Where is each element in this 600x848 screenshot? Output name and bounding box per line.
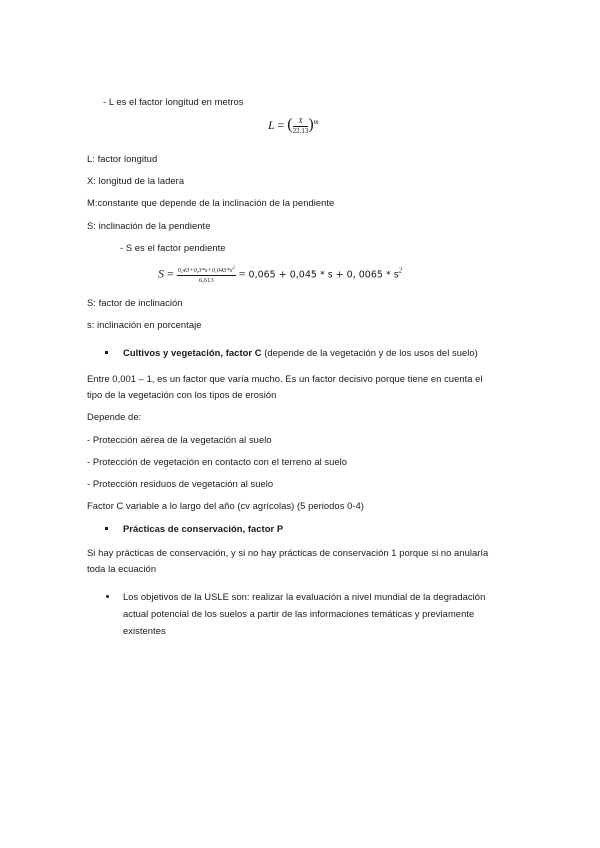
s-factor-definition: - S es el factor pendiente [120,242,226,253]
eq-l-fraction [293,117,309,136]
usle-line-1: Los objetivos de la USLE son: realizar la evaluación a nivel mundial de la degradación [123,591,486,602]
x-label: X: longitud de la ladera [87,175,185,186]
protection-item-1: - Protección aérea de la vegetación al suelo [87,434,272,445]
c-factor-heading [123,347,478,359]
square-bullet-icon [105,351,108,354]
p-factor-heading [123,523,283,535]
p-paragraph-line-1: Si hay prácticas de conservación, y si no hay prácticas de conservación 1 porque si no anularía [87,547,489,558]
l-label: L: factor longitud [87,153,158,164]
equation-S: S = $\frac{0,43+0,3*s+0,043*s^2}{6,613}$ = 0,065 + 0,045 * s + 0, $0065 * s^2$ [158,266,403,285]
protection-item-2: - Protección de vegetación en contacto con el terreno al suelo [87,456,348,467]
eq-s-num: 0,43+0,3*s+0,043*s [177,267,233,275]
eq-l-exponent: m [313,118,319,126]
eq-l-lhs: L [268,118,275,132]
eq-s-den: 6,613 [198,277,214,285]
eq-s-lhs: S [158,266,164,281]
factor-c-variable: Factor C variable a lo largo del año (cv agrícolas) (5 periodos 0-4) [87,500,364,511]
depende-heading: Depende de: [87,411,142,422]
c-paragraph-line-1: Entre 0,001 – 1, es un factor que varía mucho. Es un factor decisivo porque tiene en cuenta el [87,373,483,384]
c-factor-heading-rest: (depende de la vegetación y de los usos del suelo) [261,347,478,358]
s-percentage-label: s: inclinación en porcentaje [87,319,202,330]
equation-L: L = ( $\frac{X}{22,13}$ )$^m$ [268,116,319,135]
eq-s-num-sup: 2 [232,266,235,271]
p-factor-heading-bold: Prácticas de conservación, factor P [123,523,284,534]
c-factor-heading-bold: Cultivos y vegetación, factor C [123,347,262,358]
eq-l-den: 22,13 [292,126,309,135]
eq-s-fraction [177,264,236,285]
protection-item-3: - Protección residuos de vegetación al suelo [87,478,274,489]
p-paragraph-line-2: toda la ecuación [87,563,157,574]
eq-s-rhs-sup: 2 [398,266,403,275]
m-label: M:constante que depende de la inclinación de la pendiente [87,197,335,208]
usle-line-3: existentes [123,625,166,636]
round-bullet-icon [106,595,109,598]
l-factor-definition: - L es el factor longitud en metros [103,96,244,107]
s-inclination-label: S: inclinación de la pendiente [87,220,211,231]
eq-l-num: X [293,117,309,127]
s-factor-label: S: factor de inclinación [87,297,183,308]
usle-line-2: actual potencial de los suelos a partir de las informaciones temáticas y previamente [123,608,475,619]
c-paragraph-line-2: tipo de la vegetación con los tipos de erosión [87,389,277,400]
eq-s-rhs: 0,065 + 0,045 * s + 0, 0065 * s [248,269,399,281]
square-bullet-icon [105,527,108,530]
